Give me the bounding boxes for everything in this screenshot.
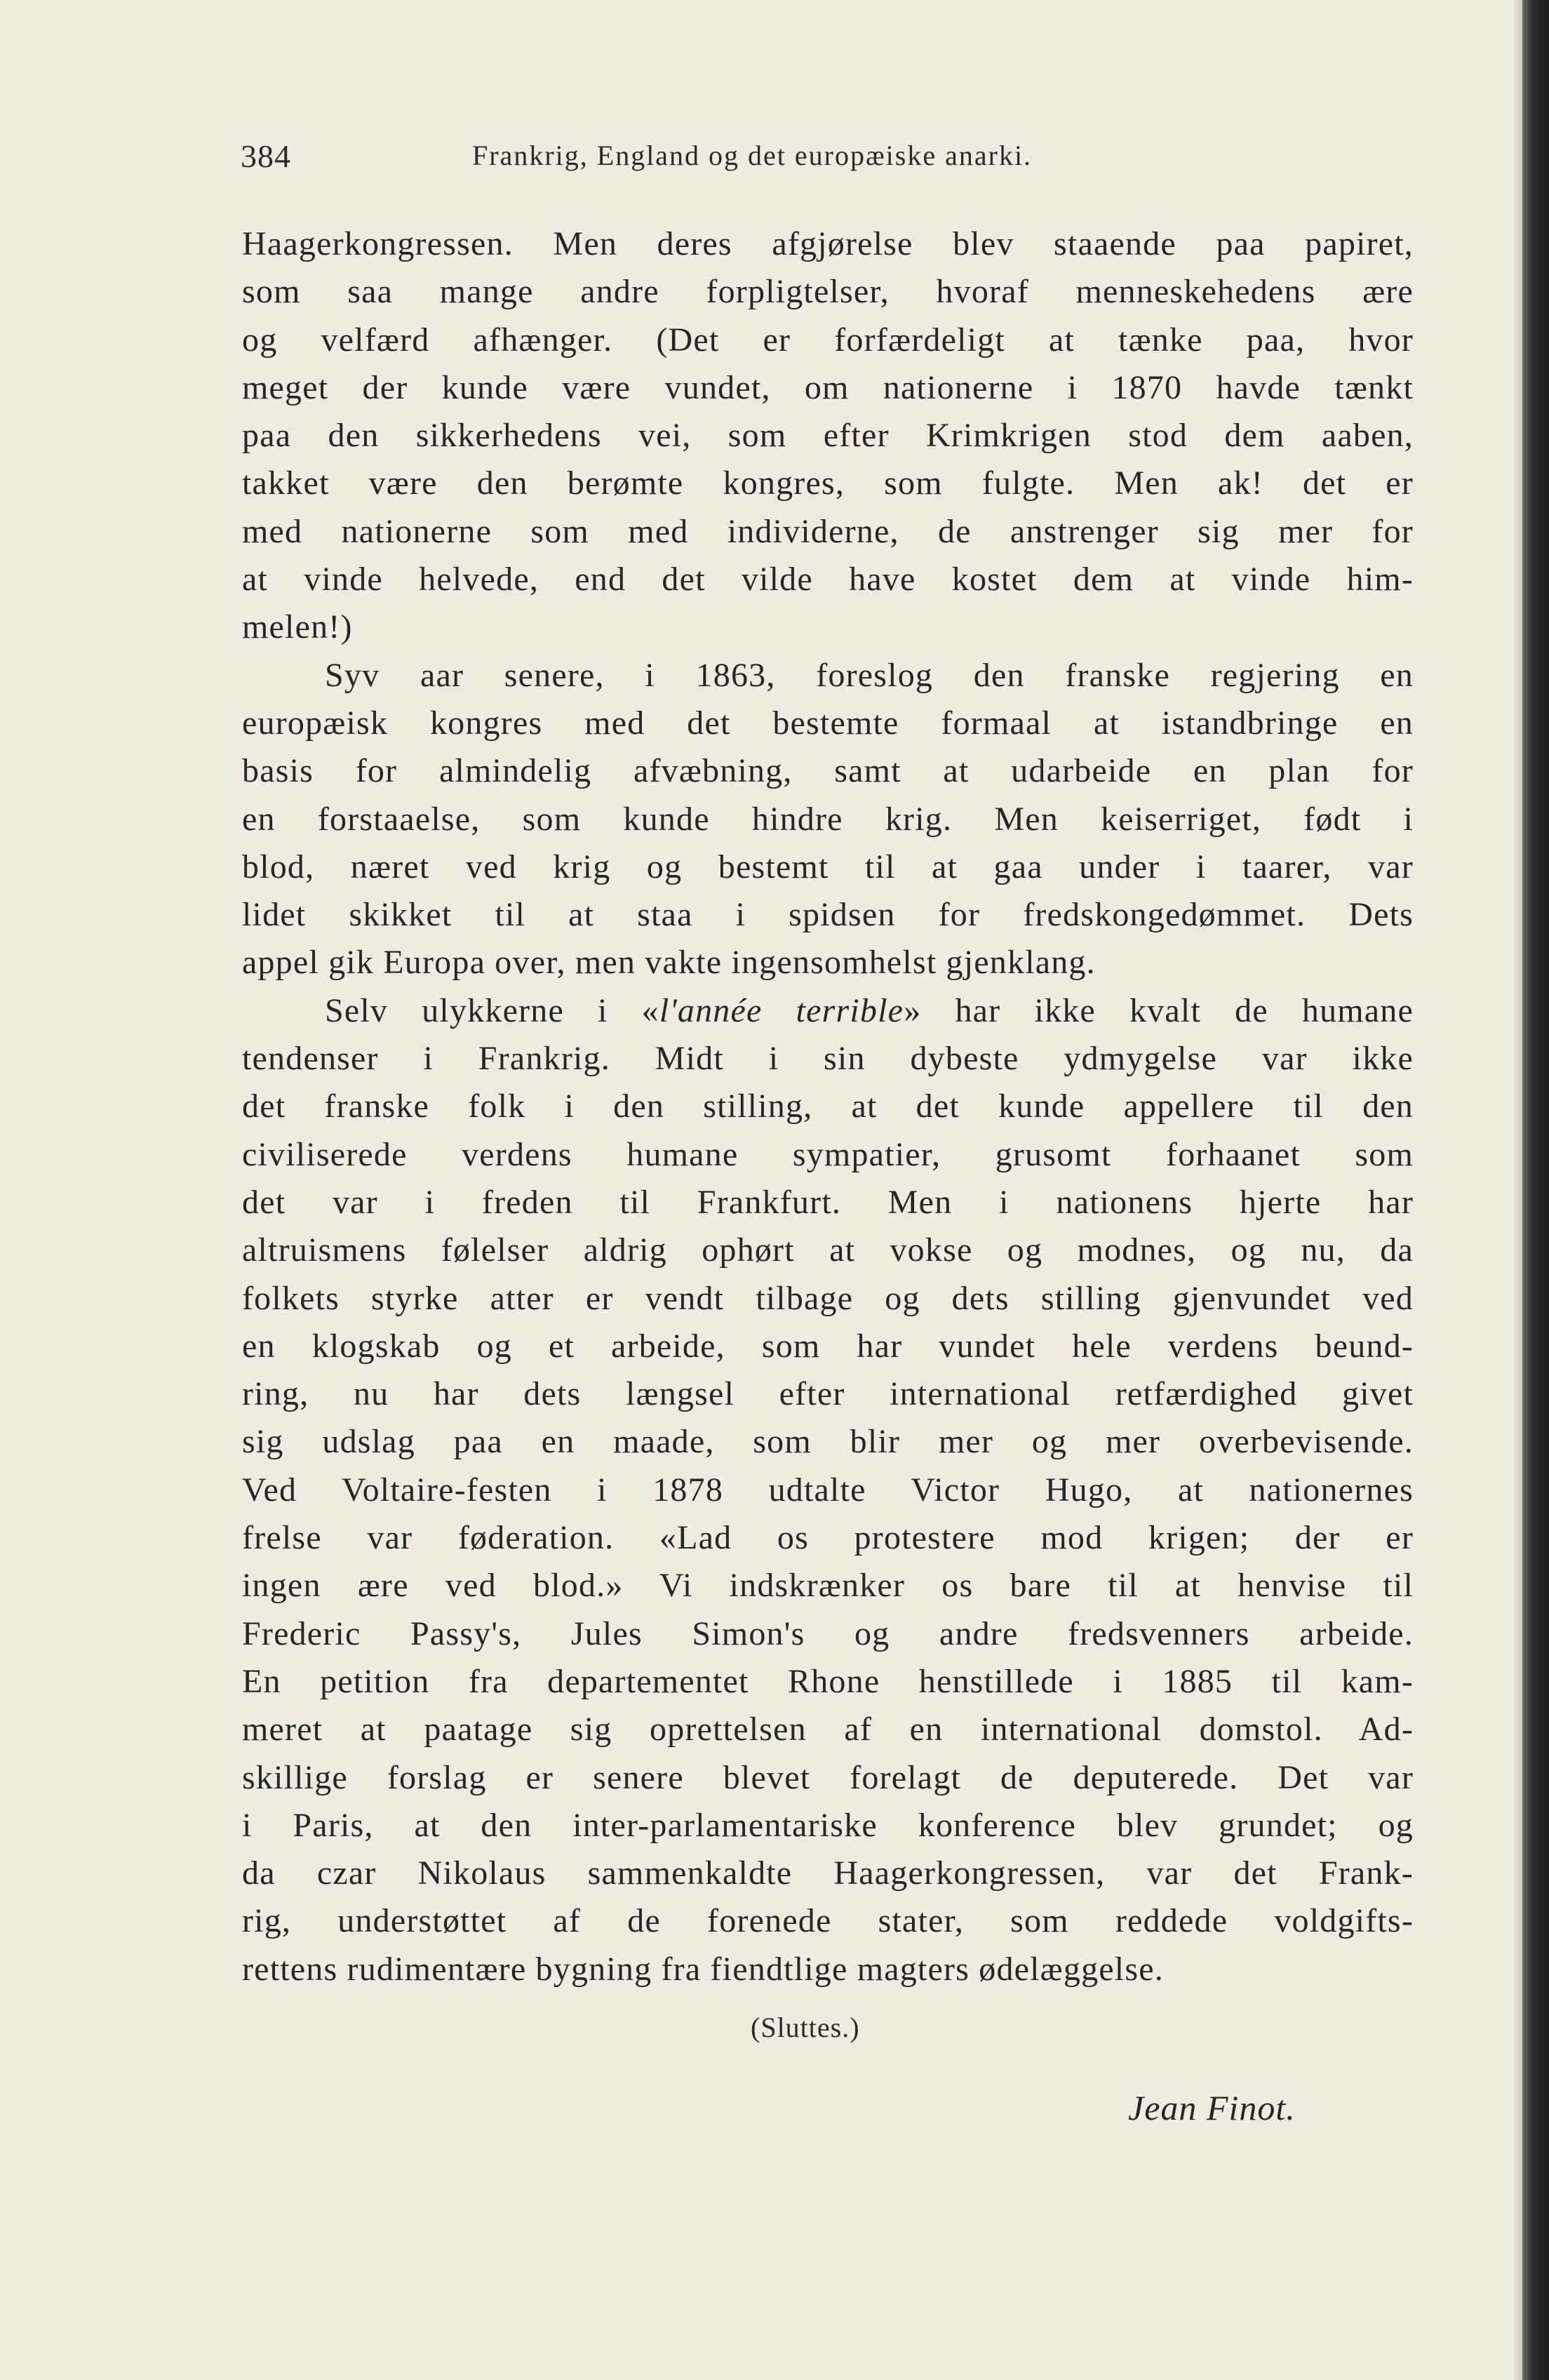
text-line: at vinde helvede, end det vilde have kostet dem at vinde him- bbox=[242, 561, 1414, 599]
text-line: en klogskab og et arbeide, som har vundet hele verdens beund- bbox=[242, 1327, 1414, 1365]
book-spine bbox=[1522, 0, 1549, 2380]
text-line: melen!) bbox=[242, 608, 353, 646]
text-line: og velfærd afhænger. (Det er forfærdeligt at tænke paa, hvor bbox=[242, 321, 1414, 359]
text-line: blod, næret ved krig og bestemt til at gaa under i taarer, var bbox=[242, 848, 1414, 885]
paragraph bbox=[242, 987, 1414, 1993]
text-line: appel gik Europa over, men vakte ingensomhelst gjenklang. bbox=[242, 944, 1096, 982]
text-line: Haagerkongressen. Men deres afgjørelse blev staaende paa papiret, bbox=[242, 225, 1414, 262]
text-line: meget der kunde være vundet, om nationerne i 1870 havde tænkt bbox=[242, 368, 1414, 406]
text-line: tendenser i Frankrig. Midt i sin dybeste ydmygelse var ikke bbox=[242, 1040, 1414, 1078]
text-line: det franske folk i den stilling, at det kunde appellere til den bbox=[242, 1088, 1414, 1125]
text-line: en forstaaelse, som kunde hindre krig. Men keiserriget, født i bbox=[242, 800, 1414, 838]
text-line: lidet skikket til at staa i spidsen for fredskongedømmet. Dets bbox=[242, 896, 1414, 934]
text-line: europæisk kongres med det bestemte formaal at istandbringe en bbox=[242, 704, 1414, 742]
paragraph bbox=[242, 652, 1414, 987]
text-line: Selv ulykkerne i «l'année terrible» har ikke kvalt de humane bbox=[325, 991, 1414, 1029]
text-line: med nationerne som med individerne, de anstrenger sig mer for bbox=[242, 512, 1414, 550]
text-line: ingen ære ved blod.» Vi indskrænker os bare til at henvise til bbox=[242, 1567, 1414, 1605]
text-line: ring, nu har dets længsel efter international retfærdighed givet bbox=[242, 1375, 1414, 1413]
text-line: Ved Voltaire-festen i 1878 udtalte Victor Hugo, at nationernes bbox=[242, 1471, 1414, 1509]
page-number: 384 bbox=[241, 138, 291, 174]
continuation-note: (Sluttes.) bbox=[751, 2012, 860, 2043]
page-header bbox=[241, 138, 1419, 180]
text-line: basis for almindelig afvæbning, samt at udarbeide en plan for bbox=[242, 752, 1414, 790]
text-line: frelse var føderation. «Lad os protestere mod krigen; der er bbox=[242, 1519, 1414, 1557]
text-line: skillige forslag er senere blevet forelagt de deputerede. Det var bbox=[242, 1758, 1414, 1796]
body-text bbox=[242, 220, 1414, 1993]
author-signature: Jean Finot. bbox=[1128, 2088, 1296, 2127]
text-line: det var i freden til Frankfurt. Men i nationens hjerte har bbox=[242, 1183, 1414, 1221]
paragraph bbox=[242, 220, 1414, 652]
text-line: rettens rudimentære bygning fra fiendtlige magters ødelæggelse. bbox=[242, 1950, 1164, 1988]
text-line: Syv aar senere, i 1863, foreslog den franske regjering en bbox=[325, 656, 1414, 694]
text-line: folkets styrke atter er vendt tilbage og dets stilling gjenvundet ved bbox=[242, 1279, 1414, 1317]
text-line: civiliserede verdens humane sympatier, grusomt forhaanet som bbox=[242, 1135, 1414, 1173]
text-line: rig, understøttet af de forenede stater, som reddede voldgifts- bbox=[242, 1902, 1414, 1940]
text-line: Frederic Passy's, Jules Simon's og andre fredsvenners arbeide. bbox=[242, 1614, 1414, 1652]
text-line: paa den sikkerhedens vei, som efter Krimkrigen stod dem aaben, bbox=[242, 417, 1414, 455]
text-line: En petition fra departementet Rhone henstillede i 1885 til kam- bbox=[242, 1662, 1414, 1700]
running-title: Frankrig, England og det europæiske anarki. bbox=[472, 140, 1033, 171]
text-line: takket være den berømte kongres, som fulgte. Men ak! det er bbox=[242, 464, 1414, 502]
text-line: meret at paatage sig oprettelsen af en international domstol. Ad- bbox=[242, 1711, 1414, 1749]
text-line: altruismens følelser aldrig ophørt at vokse og modnes, og nu, da bbox=[242, 1231, 1414, 1269]
page-edge-shadow bbox=[1514, 0, 1522, 2380]
text-line: sig udslag paa en maade, som blir mer og mer overbevisende. bbox=[242, 1423, 1414, 1461]
text-line: da czar Nikolaus sammenkaldte Haagerkongressen, var det Frank- bbox=[242, 1854, 1414, 1892]
text-line: i Paris, at den inter-parlamentariske konference blev grundet; og bbox=[242, 1806, 1414, 1844]
text-line: som saa mange andre forpligtelser, hvoraf menneskehedens ære bbox=[242, 273, 1414, 311]
